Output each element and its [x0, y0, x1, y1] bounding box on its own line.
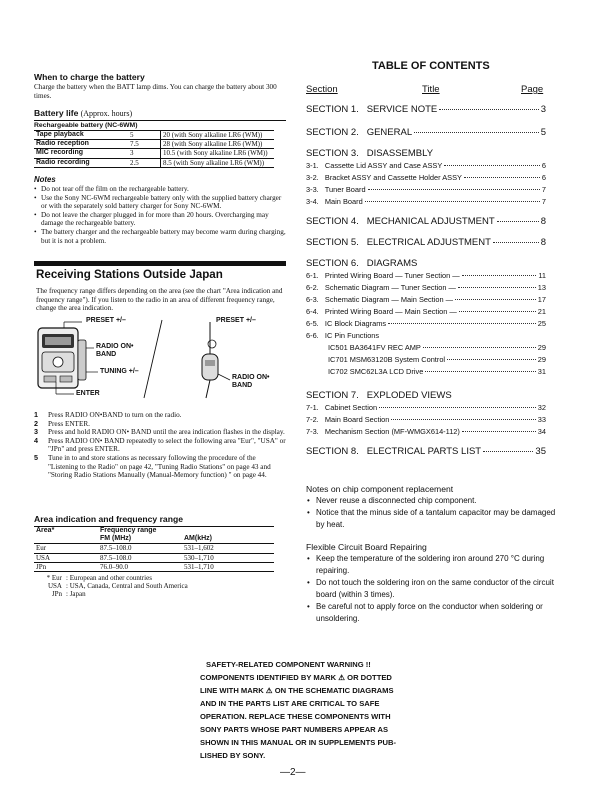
toc-entry	[306, 283, 546, 292]
battery-life-heading: Battery life	[34, 108, 79, 118]
battery-cell: 5	[130, 131, 134, 139]
radio-figure	[34, 314, 286, 400]
toc-entry-page: 31	[537, 367, 546, 376]
battery-life-heading-line	[34, 108, 286, 118]
toc-entry-label: 3-3. Tuner Board	[306, 185, 366, 194]
toc-entry	[306, 271, 546, 280]
toc-col-title: Title	[422, 84, 440, 95]
toc-leader	[444, 165, 540, 166]
toc-leader	[379, 407, 536, 408]
note-item: • The battery charger and the rechargeable battery may become warm during charging, but it is not a problem.	[34, 228, 286, 245]
battery-cell: MIC recording	[36, 149, 84, 157]
charge-heading: When to charge the battery	[34, 72, 145, 82]
toc-entry	[306, 148, 546, 159]
charge-text: Charge the battery when the BATT lamp dims. You can charge the battery about 300 times.	[34, 83, 277, 100]
step-text: Press and hold RADIO ON• BAND until the area indication flashes in the display.	[48, 428, 285, 437]
area-col-freq: Frequency range	[100, 527, 157, 534]
toc-entry-page: 21	[537, 307, 546, 316]
toc-entry-label: IC501 BA3641FV REC AMP	[328, 343, 421, 352]
toc-leader	[414, 132, 539, 133]
warning-title: SAFETY-RELATED COMPONENT WARNING !!	[206, 660, 371, 669]
area-footnotes	[34, 574, 190, 599]
step-text: Press ENTER.	[48, 419, 90, 428]
toc-entry-label: 7-1. Cabinet Section	[306, 403, 378, 412]
toc-entry-label: 6-4. Printed Wiring Board — Main Section —	[306, 307, 457, 316]
chip-note-item: • Notice that the minus side of a tantalum capacitor may be damaged by heat.	[306, 507, 564, 531]
toc-entry-label: 3-2. Bracket ASSY and Cassette Holder ASSY	[306, 173, 462, 182]
toc-entry	[306, 403, 546, 412]
toc-entry-label: SECTION 1. SERVICE NOTE	[306, 104, 438, 115]
area-col-am: AM(kHz)	[184, 535, 212, 543]
toc-leader	[365, 201, 540, 202]
toc-leader	[388, 323, 536, 324]
toc-entry	[306, 104, 546, 115]
step-text: Tune in to and store stations as necessary following the procedure of the "Listening to the Radio" on page 42, "Tuning Radio Stations" on page 43 and "Storing Radio Stations Manually (Manual-Memory function) " on page 44.	[48, 453, 271, 480]
toc-entry-page: 3	[540, 104, 546, 115]
flex-repair-heading: Flexible Circuit Board Repairing	[306, 542, 427, 552]
toc-entry-page: 5	[540, 127, 546, 138]
flex-repair-list	[306, 553, 564, 625]
toc-entry-page: 11	[538, 271, 546, 280]
toc-entry-page: 29	[537, 355, 546, 364]
label-enter: ENTER	[76, 390, 100, 397]
toc-entry	[306, 197, 546, 206]
toc-leader	[423, 347, 536, 348]
battery-cell: 7.5	[130, 140, 139, 149]
flex-repair-item: • Do not touch the soldering iron on the same conductor of the circuit board (within 3 times).	[306, 577, 564, 601]
toc-entry-page: 6	[541, 173, 546, 182]
battery-cell: Tape playback	[36, 131, 84, 138]
toc-entry-label: 6-6. IC Pin Functions	[306, 331, 380, 340]
battery-cell: 10.5 (with Sony alkaline LR6 (WM))	[161, 149, 275, 158]
area-cell: 530–1,710	[184, 553, 214, 562]
battery-row	[34, 158, 274, 167]
step-item	[34, 420, 286, 429]
toc-leader	[462, 275, 537, 276]
toc-entry-label: 6-5. IC Block Diagrams	[306, 319, 387, 328]
toc-entry-label: SECTION 2. GENERAL	[306, 127, 413, 138]
toc-entry-label: 6-1. Printed Wiring Board — Tuner Section —	[306, 271, 460, 280]
toc-entry	[306, 307, 546, 316]
toc-entry	[306, 415, 546, 424]
label-preset-left: PRESET +/–	[86, 317, 126, 324]
receiving-header-bar	[34, 261, 286, 266]
toc-entry	[306, 161, 546, 170]
warning-line: AND IN THE PARTS LIST ARE CRITICAL TO SAFE	[200, 699, 380, 708]
toc-entry-label: 7-2. Main Board Section	[306, 415, 390, 424]
chip-notes-list	[306, 495, 564, 531]
toc-entry-label: 6-2. Schematic Diagram — Tuner Section —	[306, 283, 456, 292]
toc-entry	[306, 319, 546, 328]
area-cell: 531–1,710	[184, 562, 214, 571]
battery-cell: 28 (with Sony alkaline LR6 (WM))	[161, 140, 275, 149]
toc-leader	[462, 431, 536, 432]
flex-repair-item: • Be careful not to apply force on the conductor when soldering or unsoldering.	[306, 601, 564, 625]
warning-line: OPERATION. REPLACE THESE COMPONENTS WITH	[200, 712, 391, 721]
warning-lines	[200, 671, 500, 762]
warning-line: LISHED BY SONY.	[200, 751, 266, 760]
toc-entry-label: 3-4. Main Board	[306, 197, 363, 206]
toc-leader	[455, 299, 536, 300]
toc-entry	[328, 355, 546, 364]
step-item	[34, 454, 286, 480]
area-footnote	[34, 574, 190, 582]
area-footnote	[34, 590, 190, 598]
toc-entry-page: 17	[537, 295, 546, 304]
toc-entry-page: 35	[535, 446, 546, 457]
toc-entry	[306, 216, 546, 227]
toc-col-section: Section	[306, 84, 338, 95]
toc-leader	[391, 419, 535, 420]
toc-entry-label: 3-1. Cassette Lid ASSY and Case ASSY	[306, 161, 443, 170]
battery-table	[34, 130, 274, 168]
receiving-title: Receiving Stations Outside Japan	[36, 268, 223, 281]
battery-cell: 3	[130, 149, 134, 158]
note-item: • Use the Sony NC-6WM rechargeable battery only with the supplied battery charger or with the separately sold battery charger for Sony NC-6WM.	[34, 194, 286, 211]
toc-leader	[497, 221, 539, 222]
receiving-intro: The frequency range differs depending on the area (see the chart "Area indication and frequency range"). If you listen to the radio in an area of different frequency range, change the area indication.	[36, 287, 283, 313]
notes-section	[34, 175, 286, 245]
warning-line: COMPONENTS IDENTIFIED BY MARK ⚠ OR DOTTED	[200, 673, 392, 682]
label-preset-right: PRESET +/–	[216, 317, 256, 324]
battery-cell: Radio recording	[36, 158, 90, 166]
step-text: Press RADIO ON• BAND repeatedly to select the following area "Eur", "USA" or "JPn" and press ENTER.	[48, 436, 286, 454]
area-table	[34, 526, 274, 572]
area-cell: 76.0–90.0	[100, 562, 128, 571]
note-item: • Do not tear off the film on the rechargeable battery.	[34, 185, 286, 194]
step-text: Press RADIO ON•BAND to turn on the radio.	[48, 411, 182, 419]
toc-entry	[306, 185, 546, 194]
toc-entry-label: IC701 MSM63120B System Control	[328, 355, 446, 364]
toc-entry	[306, 427, 546, 436]
toc-entry-label: SECTION 7. EXPLODED VIEWS	[306, 390, 452, 401]
battery-table-title: Rechargeable battery (NC-6WM)	[34, 122, 138, 129]
step-item	[34, 428, 286, 437]
toc-leader	[483, 451, 533, 452]
battery-cell: 20 (with Sony alkaline LR6 (WM))	[161, 131, 275, 140]
toc-entry-label: SECTION 6. DIAGRAMS	[306, 258, 418, 269]
toc-entry-page: 33	[537, 415, 546, 424]
battery-cell: Radio reception	[36, 140, 89, 148]
toc-entry-page: 6	[541, 161, 546, 170]
toc-leader	[368, 189, 540, 190]
toc-entry-page: 7	[541, 185, 546, 194]
toc-entry	[306, 127, 546, 138]
warning-line: SHOWN IN THIS MANUAL OR IN SUPPLEMENTS PUB-	[200, 738, 397, 747]
toc-title: TABLE OF CONTENTS	[372, 60, 490, 72]
label-radio-on-band-left: RADIO ON• BAND	[96, 343, 134, 358]
toc-leader	[425, 371, 535, 372]
step-number: 1	[34, 410, 38, 419]
label-radio-on-band-right: RADIO ON• BAND	[232, 374, 270, 389]
footnote-text: : European and other countries	[66, 574, 152, 583]
toc-col-page: Page	[521, 84, 544, 95]
warning-line: LINE WITH MARK ⚠ ON THE SCHEMATIC DIAGRAMS	[200, 686, 394, 695]
chip-note-item: • Never reuse a disconnected chip component.	[306, 495, 564, 507]
chip-notes-heading: Notes on chip component replacement	[306, 484, 454, 494]
warning-line: SONY PARTS WHOSE PART NUMBERS APPEAR AS	[200, 725, 389, 734]
battery-row	[34, 131, 274, 140]
footnote-key: JPn	[51, 590, 62, 599]
toc-entry-label: SECTION 4. MECHANICAL ADJUSTMENT	[306, 216, 495, 227]
notes-list	[34, 185, 286, 245]
toc-leader	[493, 242, 539, 243]
area-cell: USA	[36, 553, 51, 562]
battery-cell: 2.5	[130, 158, 139, 167]
area-cell: Eur	[36, 544, 47, 553]
note-item: • Do not leave the charger plugged in for more than 20 hours. Overcharging may damage the rechargeable battery.	[34, 211, 286, 228]
toc-entry	[306, 237, 546, 248]
safety-warning	[200, 658, 500, 762]
footnote-text: : Japan	[66, 590, 86, 599]
battery-life-section	[34, 108, 286, 168]
steps-list	[34, 411, 286, 480]
toc-entry-label: SECTION 8. ELECTRICAL PARTS LIST	[306, 446, 482, 457]
area-cell: 531–1,602	[184, 544, 214, 553]
toc-entry-label: 6-3. Schematic Diagram — Main Section —	[306, 295, 454, 304]
toc-entry-page: 34	[537, 427, 546, 436]
flex-repair-item: • Keep the temperature of the soldering iron around 270 °C during repairing.	[306, 553, 564, 577]
toc-entry-page: 8	[540, 237, 546, 248]
footnote-key: * Eur	[46, 574, 62, 583]
toc-entry	[328, 343, 546, 352]
battery-row	[34, 140, 274, 149]
area-row	[34, 562, 274, 571]
area-col-area: Area*	[36, 527, 55, 534]
toc-leader	[458, 287, 536, 288]
toc-entry-label: SECTION 3. DISASSEMBLY	[306, 148, 434, 159]
notes-heading: Notes	[34, 175, 56, 184]
area-cell: JPn	[36, 562, 47, 571]
toc-entry-page: 13	[537, 283, 546, 292]
footnote-text: : USA, Canada, Central and South America	[66, 582, 188, 591]
step-number: 5	[34, 452, 38, 462]
charge-section	[34, 72, 286, 100]
area-col-fm: FM (MHz)	[100, 535, 132, 543]
step-item	[34, 411, 286, 420]
toc-entry	[306, 390, 546, 401]
toc-entry	[306, 173, 546, 182]
battery-life-heading-suffix: (Approx. hours)	[80, 109, 133, 118]
page-number: —2—	[280, 767, 306, 778]
area-cell: 87.5–108.0	[100, 544, 132, 553]
toc-entry	[306, 258, 546, 269]
toc-entry-page: 7	[541, 197, 546, 206]
toc-entry-label: IC702 SMC62L3A LCD Drive	[328, 367, 424, 376]
toc-entry	[306, 295, 546, 304]
flex-repair-section	[306, 542, 564, 625]
battery-row	[34, 149, 274, 158]
area-row	[34, 553, 274, 562]
area-row	[34, 544, 274, 553]
area-cell: 87.5–108.0	[100, 553, 132, 562]
toc-entry-label: SECTION 5. ELECTRICAL ADJUSTMENT	[306, 237, 491, 248]
label-tuning: TUNING +/–	[100, 368, 139, 375]
toc-entry	[306, 331, 546, 340]
toc-entry-page: 25	[537, 319, 546, 328]
footnote-key: USA	[47, 582, 62, 591]
toc-leader	[439, 109, 538, 110]
toc-leader	[447, 359, 536, 360]
toc-leader	[464, 177, 540, 178]
battery-cell: 8.5 (with Sony alkaline LR6 (WM))	[161, 158, 275, 167]
step-number: 4	[34, 435, 38, 445]
step-number: 2	[34, 418, 38, 428]
toc-entry	[328, 367, 546, 376]
area-heading: Area indication and frequency range	[34, 514, 183, 524]
step-item	[34, 437, 286, 454]
toc-entry-page: 32	[537, 403, 546, 412]
step-number: 3	[34, 427, 38, 437]
area-footnote	[34, 582, 190, 590]
area-section	[34, 514, 286, 599]
toc-entry-label: 7-3. Mechanism Section (MF-WMGX614-112)	[306, 427, 460, 436]
toc-leader	[459, 311, 536, 312]
toc-entry-page: 29	[537, 343, 546, 352]
toc-entry	[306, 446, 546, 457]
toc-entry-page: 8	[540, 216, 546, 227]
chip-notes-section	[306, 484, 564, 531]
